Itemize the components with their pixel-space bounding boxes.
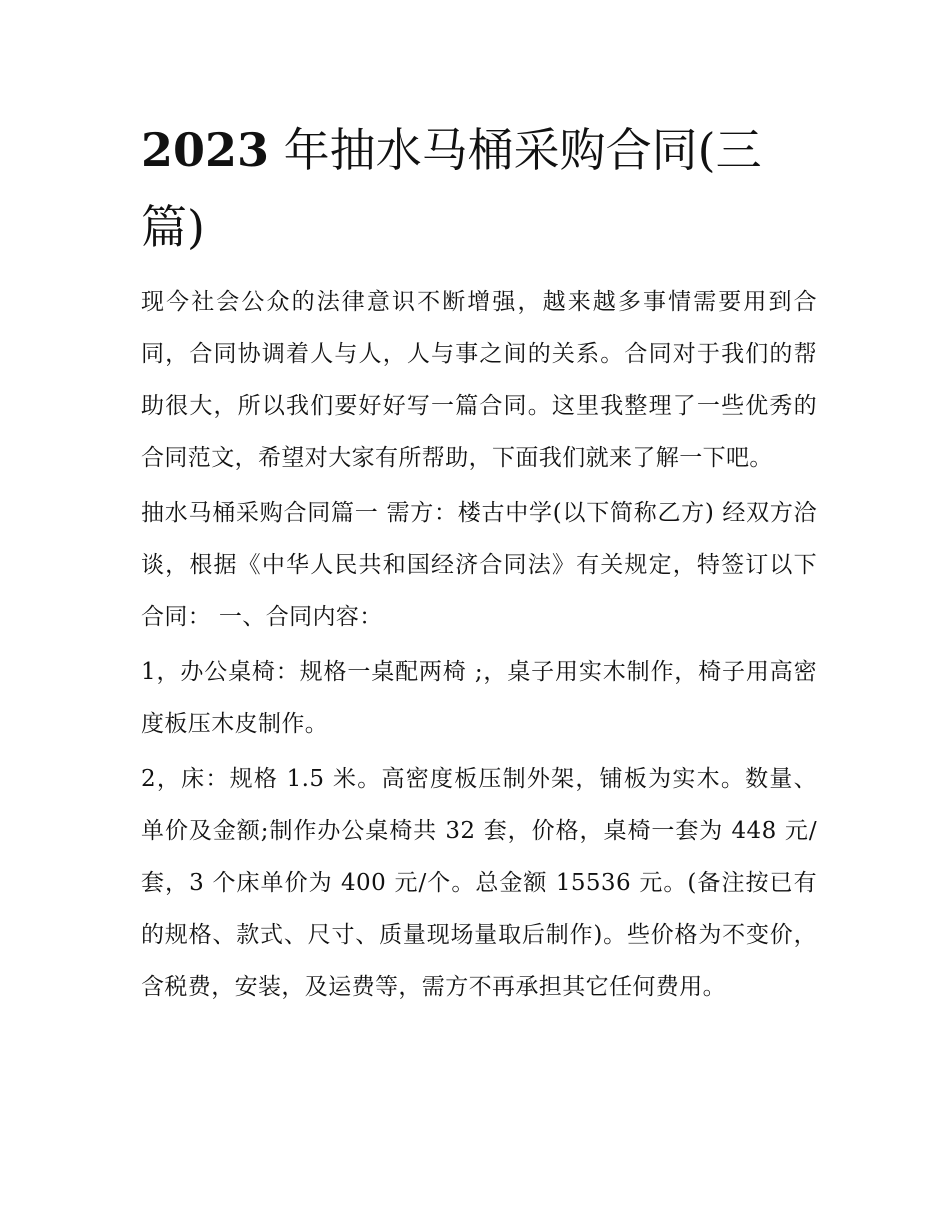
title-year: 2023 <box>141 123 270 177</box>
intro-paragraph: 现今社会公众的法律意识不断增强，越来越多事情需要用到合同，合同协调着人与人，人与事之间的关系。合同对于我们的帮助很大，所以我们要好好写一篇合同。这里我整理了一些优秀的合同范文，希望对大家有所帮助，下面我们就来了解一下吧。 <box>141 289 817 471</box>
document-title <box>141 112 821 266</box>
item-bed-paragraph: 2，床：规格 1.5 米。高密度板压制外架，铺板为实木。数量、单价及金额;制作办公桌椅共 32 套，价格，桌椅一套为 448 元/套，3 个床单价为 400 元/个。总金额 15536 元。(备注按已有的规格、款式、尺寸、质量现场量取后制作)。些价格为不变价，含税费，安装，及运费等，需方不再承担其它任何费用。 <box>141 766 817 1000</box>
contract-intro-paragraph: 抽水马桶采购合同篇一 需方：楼古中学(以下简称乙方) 经双方洽谈，根据《中华人民共和国经济合同法》有关规定，特签订以下合同： 一、合同内容： <box>141 500 817 630</box>
document-body <box>141 276 817 1016</box>
title-text: 年抽水马桶采购合同(三篇) <box>141 123 762 254</box>
item-desk-chair-paragraph: 1，办公桌椅：规格一桌配两椅 ;，桌子用实木制作，椅子用高密度板压木皮制作。 <box>141 659 817 737</box>
